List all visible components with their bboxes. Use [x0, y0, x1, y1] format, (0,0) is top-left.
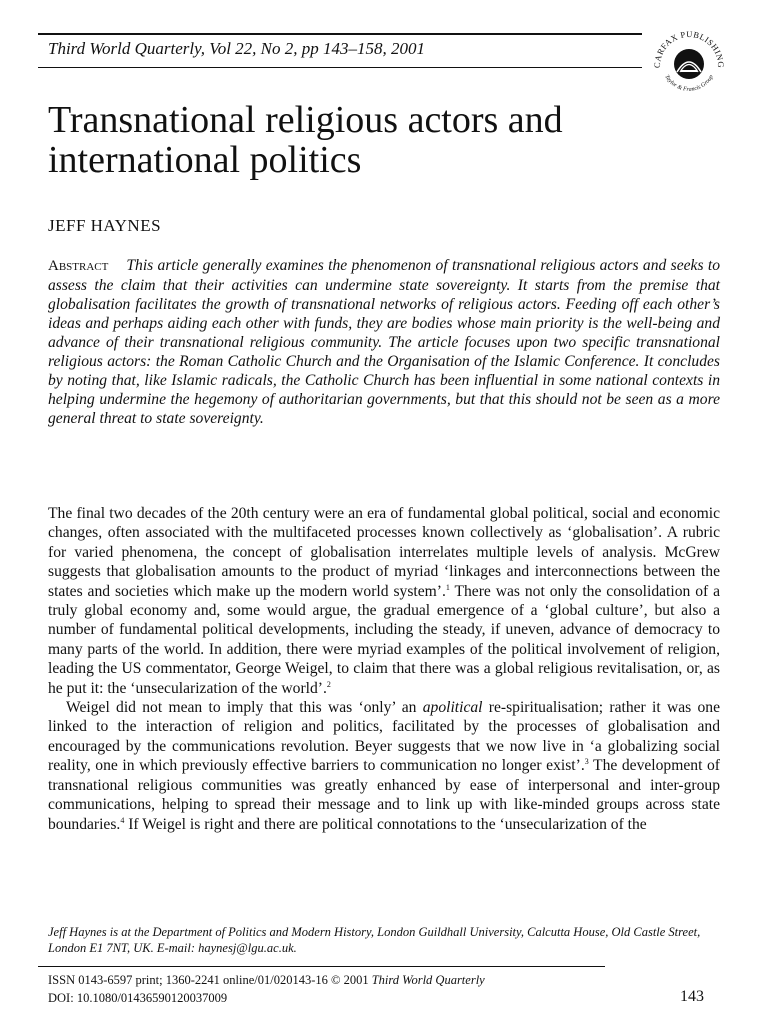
- author-affiliation-note: Jeff Haynes is at the Department of Politics and Modern History, London Guildhall University, Calcutta House, Old Castle Street, London E1 7NT, UK. E-mail: haynesj@lgu.ac.uk.: [48, 925, 701, 955]
- logo-arc-text: CARFAX PUBLISHING: [651, 28, 727, 69]
- header-rule-top: [38, 33, 642, 35]
- footer-rule: [38, 966, 605, 967]
- logo-emblem-icon: [674, 49, 704, 79]
- page-number: 143: [680, 988, 704, 1005]
- paragraph-2-part-d: If Weigel is right and there are political connotations to the ‘unsecularization of the: [124, 815, 647, 833]
- journal-citation: Third World Quarterly, Vol 22, No 2, pp 143–158, 2001: [48, 39, 426, 58]
- doi-line[interactable]: DOI: 10.1080/01436590120037009: [48, 991, 228, 1005]
- footnote-ref-3[interactable]: 3: [584, 757, 589, 767]
- title-line-2: international politics: [48, 139, 362, 181]
- abstract-text: This article generally examines the phenomenon of transnational religious actors and seeks to assess the claim that their activities can undermine state sovereignty. It starts from the premise that globalisation facilitates the growth of transnational networks of religious actors. Feeding off each other’s ideas and perhaps aiding each other with funds, they are bodies whose main priority is the well-being and advance of their transnational religious community. The article focuses upon two specific transnational religious actors: the Roman Catholic Church and the Organisation of the Islamic Conference. It concludes by noting that, like Islamic radicals, the Catholic Church has been influential in some national contexts in helping undermine the hegemony of authoritarian governments, but that this should not be seen as a more general threat to state sovereignty.: [48, 257, 720, 427]
- paragraph-1-part-b: There was not only the consolidation of a truly global economy and, some would argue, the gradual emergence of a ‘global culture’, but also a number of fundamental political developments, including the steady, if uneven, advance of democracy to many parts of the world. In addition, there were myriad examples of the political involvement of religion, leading the US commentator, George Weigel, to claim that there was a global religious revitalisation, or, as he put it: the ‘unsecularization of the world’.: [48, 582, 720, 697]
- paragraph-2-part-b: re-spiritualisation; rather it was one linked to the interaction of religion and politics, facilitated by the processes of globalisation and encouraged by the communications revolution. Beyer suggests that we now live in ‘a globalizing social reality, one in which previously effective barriers to communication no longer exist’.: [48, 699, 720, 775]
- emphasis-apolitical: apolitical: [422, 699, 483, 717]
- publisher-logo: [648, 22, 730, 104]
- title-line-1: Transnational religious actors and: [48, 99, 563, 141]
- footnote-ref-4[interactable]: 4: [120, 815, 125, 825]
- issn-line: [48, 973, 485, 989]
- issn-text: ISSN 0143-6597 print; 1360-2241 online/01/020143-16 © 2001: [48, 973, 372, 987]
- paragraph-2: [48, 698, 720, 834]
- author-name: JEFF HAYNES: [48, 216, 162, 235]
- issn-journal-name: Third World Quarterly: [371, 973, 485, 987]
- body-text: [48, 504, 720, 834]
- header-rule-bottom: [38, 67, 642, 68]
- paragraph-2-part-c: The development of transnational religious communities was greatly enhanced by ease of interpersonal and inter-group communications, helping to spread their message and to link up with like-minded groups across state boundaries.: [48, 757, 720, 833]
- paragraph-2-part-a: Weigel did not mean to imply that this was ‘only’ an: [66, 699, 423, 717]
- paragraph-1: [48, 504, 720, 698]
- paragraph-1-part-a: The final two decades of the 20th century were an era of fundamental global political, social and economic changes, often associated with the multifaceted processes known collectively as ‘globalisation’. A rubric for varied phenomena, the concept of globalisation interrelates multiple levels of analysis. McGrew suggests that globalisation amounts to the product of myriad ‘linkages and interconnections between the states and societies which make up the modern world system’.: [48, 505, 720, 600]
- abstract: [48, 256, 720, 428]
- abstract-label: Abstract: [48, 258, 109, 274]
- logo-sub-text: Taylor & Francis Group: [663, 74, 715, 93]
- footnote-ref-2[interactable]: 2: [326, 679, 331, 689]
- footnote-ref-1[interactable]: 1: [445, 582, 450, 592]
- article-title: [48, 100, 728, 180]
